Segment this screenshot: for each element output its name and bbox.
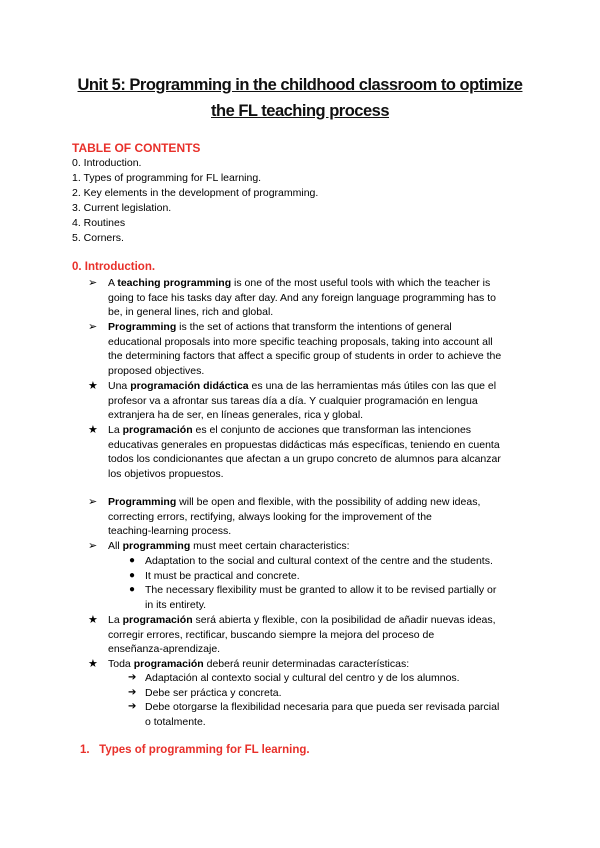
caracteristica-item: Debe ser práctica y concreta. [145,687,282,699]
paragraph-programming-characteristics: All programming must meet certain characteristics: [108,540,350,552]
arrow-bullet-icon: ➢ [88,540,98,552]
characteristic-item: Adaptation to the social and cultural context of the centre and the students. [145,555,493,567]
star-bullet-icon: ★ [88,614,98,626]
paragraph-programming-flexible: Programming will be open and flexible, with the possibility of adding new ideas, correcting errors, rectifying, always looking for the improvement of the teaching-learning process. [108,496,481,538]
arrow-bullet-icon: ➢ [88,496,98,508]
dot-bullet-icon: ● [129,584,136,595]
title-line-1: Unit 5: Programming in the childhood classroom to optimize [77,76,523,94]
paragraph-programming-definition: Programming is the set of actions that transform the intentions of general educational proposals into more specific teaching proposals, taking into account all the determining factors that affect a specific group of students in order to achieve the proposed objectives. [108,321,502,377]
caracteristica-item: Debe otorgarse la flexibilidad necesaria para que pueda ser revisada parcial o totalmente. [145,701,500,728]
dot-bullet-icon: ● [129,555,136,566]
toc-heading: TABLE OF CONTENTS [72,141,201,155]
toc-item: 3. Current legislation. [72,202,172,214]
section-heading-types-of-programming: 1. Types of programming for FL learning. [80,744,310,756]
characteristic-item: The necessary flexibility must be granted to allow it to be revised partially or in its entirety. [145,584,497,611]
toc-item: 0. Introduction. [72,157,142,169]
paragraph-programacion-didactica: Una programación didáctica es una de las herramientas más útiles con las que el profesor va a afrontar sus tareas día a día. Y cualquier programación en lengua extranjera ha de ser, en líneas generales, rica y global. [108,380,497,422]
table-of-contents [72,156,318,246]
toc-item: 2. Key elements in the development of programming. [72,187,319,199]
arrow-bullet-icon: ➢ [88,321,98,333]
paragraph-teaching-programming: A teaching programming is one of the most useful tools with which the teacher is going to face his tasks day after day. And any foreign language programming has to be, in general lines, rich and global. [108,277,496,319]
section-heading-introduction: 0. Introduction. [72,261,156,273]
star-bullet-icon: ★ [88,380,98,392]
toc-item: 5. Corners. [72,232,124,244]
document-title [40,72,560,124]
paragraph-programacion-flexible: La programación será abierta y flexible, con la posibilidad de añadir nuevas ideas, corregir errores, rectificar, buscando siempre la mejora del proceso de enseñanza-aprendizaje. [108,614,496,656]
toc-item: 4. Routines [72,217,126,229]
characteristic-item: It must be practical and concrete. [145,570,300,582]
right-arrow-icon: ➔ [128,687,137,698]
title-line-2: the FL teaching process [211,102,389,120]
toc-item: 1. Types of programming for FL learning. [72,172,262,184]
right-arrow-icon: ➔ [128,672,137,683]
arrow-bullet-icon: ➢ [88,277,98,289]
paragraph-programacion-definicion: La programación es el conjunto de acciones que transforman las intenciones educativas generales en propuestas didácticas más específicas, teniendo en cuenta todos los condicionantes que afectan a un grupo concreto de alumnos para alcanzar los objetivos propuestos. [108,424,501,480]
paragraph-programacion-caracteristicas: Toda programación deberá reunir determinadas características: [108,658,410,670]
dot-bullet-icon: ● [129,570,136,581]
caracteristica-item: Adaptación al contexto social y cultural del centro y de los alumnos. [145,672,460,684]
star-bullet-icon: ★ [88,658,98,670]
right-arrow-icon: ➔ [128,701,137,712]
star-bullet-icon: ★ [88,424,98,436]
